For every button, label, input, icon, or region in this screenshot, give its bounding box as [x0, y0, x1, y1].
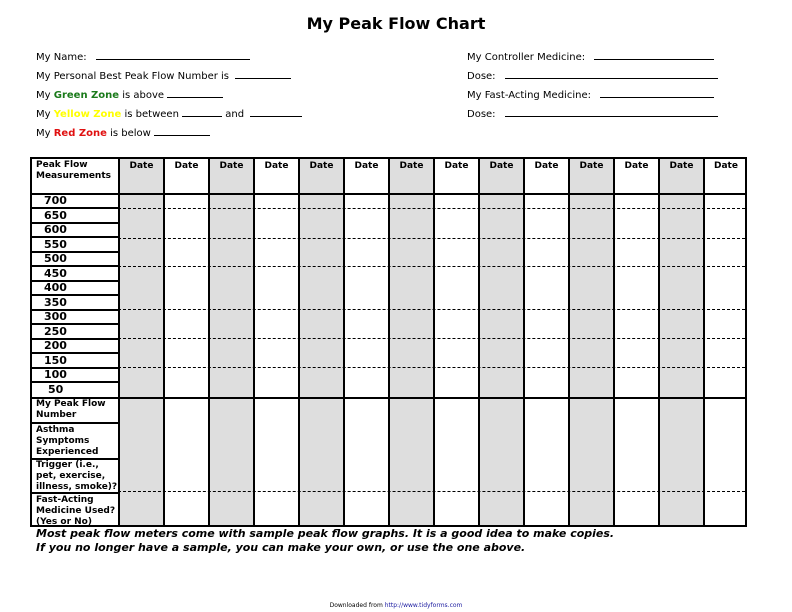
- dose1-input[interactable]: [505, 69, 718, 79]
- measurement-450: 450: [32, 268, 118, 282]
- measurement-600: 600: [32, 224, 118, 238]
- date-column-9[interactable]: [478, 159, 523, 525]
- yellow-prefix: My: [36, 109, 51, 120]
- dose2-field: [467, 107, 718, 121]
- row-label-line: Fast-Acting: [36, 495, 94, 505]
- dose2-label: Dose:: [467, 109, 496, 120]
- peak-flow-table: [30, 157, 747, 527]
- green-zone-label: Green Zone: [53, 90, 120, 101]
- date-column-5[interactable]: [298, 159, 343, 525]
- measurement-200: 200: [32, 340, 118, 354]
- measurement-350: 350: [32, 297, 118, 311]
- dashed-gridline: [118, 309, 745, 310]
- measurement-section-divider: [32, 397, 745, 399]
- note-line-2: If you no longer have a sample, you can make your own, or use the one above.: [36, 541, 526, 554]
- footer-link[interactable]: http://www.tidyforms.com: [384, 602, 463, 609]
- measurement-50: 50: [48, 382, 64, 396]
- date-header: Date: [489, 161, 514, 171]
- personal-best-field: [36, 69, 291, 83]
- date-header: Date: [219, 161, 244, 171]
- fast-acting-medicine-label: My Fast-Acting Medicine:: [467, 90, 591, 101]
- green-prefix: My: [36, 90, 51, 101]
- dashed-gridline: [118, 238, 745, 239]
- red-suffix: is below: [110, 128, 151, 139]
- dashed-gridline: [118, 367, 745, 368]
- date-header: Date: [714, 161, 738, 171]
- row-asthma-symptoms: [32, 424, 118, 460]
- row-trigger: [32, 460, 118, 493]
- date-column-10[interactable]: [523, 159, 568, 525]
- dashed-gridline: [118, 338, 745, 339]
- row-label-line: Number: [36, 410, 77, 420]
- header-divider: [32, 193, 745, 195]
- name-input[interactable]: [96, 50, 250, 60]
- date-column-11[interactable]: [568, 159, 613, 525]
- name-label: My Name:: [36, 52, 87, 63]
- header-line2: Measurements: [36, 171, 111, 181]
- date-column-12[interactable]: [613, 159, 658, 525]
- measurement-700: 700: [32, 195, 118, 209]
- date-column-8[interactable]: [433, 159, 478, 525]
- row-label-line: Medicine Used?: [36, 506, 116, 516]
- dose1-field: [467, 69, 718, 83]
- personal-best-input[interactable]: [235, 69, 291, 79]
- date-column-4[interactable]: [253, 159, 298, 525]
- measurement-400: 400: [32, 282, 118, 296]
- dose1-label: Dose:: [467, 71, 496, 82]
- date-column-2[interactable]: [163, 159, 208, 525]
- row-label-line: illness, smoke)?: [36, 482, 118, 492]
- green-suffix: is above: [122, 90, 165, 101]
- fast-acting-medicine-field: [467, 88, 714, 102]
- dashed-gridline: [118, 266, 745, 267]
- date-header: Date: [174, 161, 199, 171]
- measurement-100: 100: [32, 369, 118, 383]
- date-column-14[interactable]: [703, 159, 747, 525]
- date-header: Date: [669, 161, 694, 171]
- row-label-line: Asthma: [36, 425, 75, 435]
- date-column-1[interactable]: [118, 159, 163, 525]
- measurement-650: 650: [32, 210, 118, 224]
- measurement-150: 150: [32, 355, 118, 369]
- personal-best-label: My Personal Best Peak Flow Number is: [36, 71, 230, 82]
- footer-prefix: Downloaded from: [329, 602, 383, 609]
- row-label-line: Trigger (i.e.,: [36, 460, 99, 470]
- row-my-peak-flow-number: [32, 399, 118, 424]
- controller-medicine-input[interactable]: [594, 50, 714, 60]
- date-column-6[interactable]: [343, 159, 388, 525]
- green-zone-input[interactable]: [167, 88, 223, 98]
- dashed-gridline: [118, 208, 745, 209]
- date-header: Date: [309, 161, 334, 171]
- green-zone-field: [36, 88, 223, 102]
- measurement-300: 300: [32, 311, 118, 325]
- measurements-header: [36, 160, 111, 182]
- yellow-mid: is between: [124, 109, 179, 120]
- red-zone-field: [36, 126, 210, 140]
- fast-acting-medicine-input[interactable]: [600, 88, 714, 98]
- yellow-zone-high-input[interactable]: [250, 107, 302, 117]
- controller-medicine-label: My Controller Medicine:: [467, 52, 586, 63]
- date-header: Date: [354, 161, 379, 171]
- date-header: Date: [579, 161, 604, 171]
- row-label-line: pet, exercise,: [36, 471, 106, 481]
- note-line-1: Most peak flow meters come with sample peak flow graphs. It is a good idea to make copies.: [36, 527, 615, 540]
- row-fast-acting-medicine: [32, 492, 118, 525]
- yellow-zone-label: Yellow Zone: [53, 109, 122, 120]
- date-header: Date: [444, 161, 469, 171]
- row-label-line: Symptoms: [36, 436, 90, 446]
- row-label-line: (Yes or No): [36, 517, 92, 527]
- date-column-7[interactable]: [388, 159, 433, 525]
- measurement-550: 550: [32, 239, 118, 253]
- date-header: Date: [624, 161, 649, 171]
- red-zone-input[interactable]: [154, 126, 210, 136]
- yellow-and: and: [225, 109, 245, 120]
- date-header: Date: [399, 161, 424, 171]
- dose2-input[interactable]: [505, 107, 718, 117]
- controller-medicine-field: [467, 50, 714, 64]
- footer: [0, 602, 792, 609]
- yellow-zone-low-input[interactable]: [182, 107, 222, 117]
- name-field: [36, 50, 250, 64]
- date-header: Date: [534, 161, 559, 171]
- header-line1: Peak Flow: [36, 160, 88, 170]
- red-prefix: My: [36, 128, 51, 139]
- row-label-line: My Peak Flow: [36, 399, 106, 409]
- row-label-line: Experienced: [36, 447, 99, 457]
- red-zone-label: Red Zone: [53, 128, 107, 139]
- date-column-3[interactable]: [208, 159, 253, 525]
- page-title: My Peak Flow Chart: [306, 14, 486, 33]
- measurement-500: 500: [32, 253, 118, 267]
- date-header: Date: [264, 161, 289, 171]
- dashed-gridline: [118, 491, 745, 492]
- yellow-zone-field: [36, 107, 302, 121]
- date-column-13[interactable]: [658, 159, 703, 525]
- date-header: Date: [129, 161, 154, 171]
- measurement-250: 250: [32, 326, 118, 340]
